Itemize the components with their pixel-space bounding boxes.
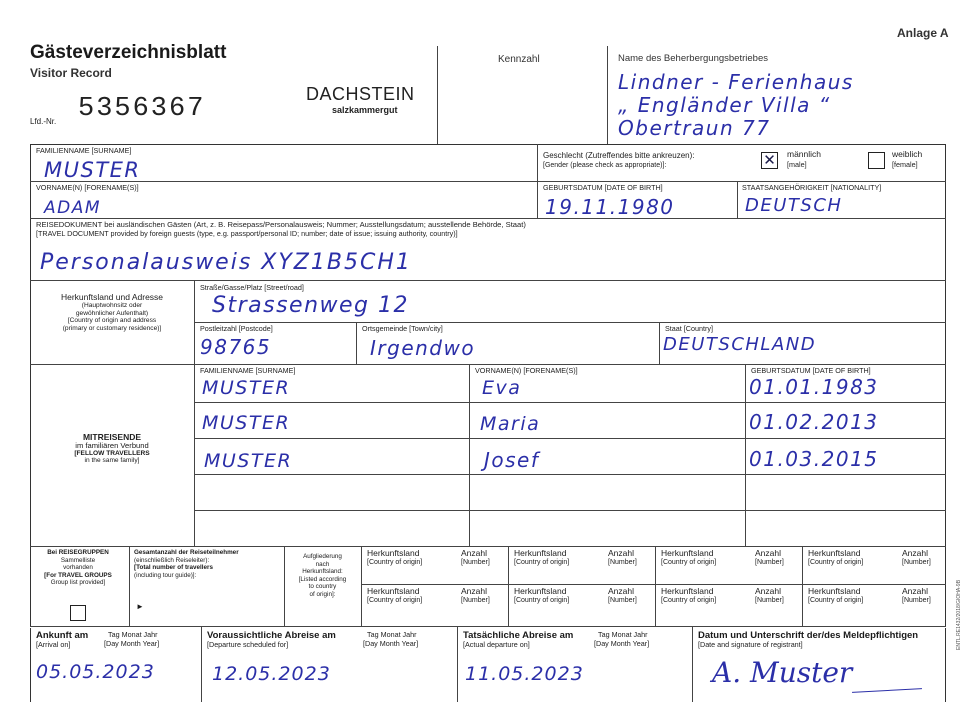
country-of-origin-cell[interactable] bbox=[808, 549, 863, 567]
country-label-en: [Country of origin] bbox=[367, 559, 423, 566]
divider bbox=[356, 322, 357, 364]
form-title: Gästeverzeichnisblatt bbox=[30, 42, 227, 63]
country-label-en: [Country of origin] bbox=[661, 597, 717, 604]
actual-dmy-en: [Day Month Year] bbox=[594, 639, 650, 648]
address-side-title: Herkunftsland und Adresse bbox=[60, 292, 164, 302]
actual-label-en: [Actual departure on] bbox=[463, 640, 530, 649]
form-subtitle: Visitor Record bbox=[30, 66, 112, 80]
doc-label: REISEDOKUMENT bei ausländischen Gästen (Art, z. B. Reisepass/Personalausweis; Nummer; Ausstellungsdatum; ausstellende Behörde, Staat) bbox=[36, 220, 526, 229]
divider bbox=[469, 364, 470, 547]
country-label: Herkunftsland bbox=[367, 586, 420, 596]
male-label-en: [male] bbox=[787, 160, 807, 169]
number-label: Anzahl bbox=[902, 548, 928, 558]
country-label: Herkunftsland bbox=[367, 548, 420, 558]
country-label-en: [Country of origin] bbox=[367, 597, 423, 604]
divider bbox=[194, 402, 946, 403]
divider bbox=[129, 546, 130, 627]
brand-logo: DACHSTEIN bbox=[306, 84, 415, 104]
country-label-en: [Country of origin] bbox=[514, 559, 570, 566]
number-label: Anzahl bbox=[461, 586, 487, 596]
groups-l1: Bei REISEGRUPPEN bbox=[47, 549, 109, 556]
address-side-l4: (primary or customary residence)] bbox=[62, 324, 162, 332]
group-list-checkbox[interactable] bbox=[70, 605, 86, 621]
divider bbox=[659, 322, 660, 364]
betrieb-line1: Lindner - Ferienhaus bbox=[618, 70, 854, 94]
breakdown-l1: Aufgliederung bbox=[303, 553, 342, 560]
town-label: Ortsgemeinde [Town/city] bbox=[362, 324, 443, 333]
arrival-dmy: Tag Monat Jahr bbox=[108, 630, 158, 639]
lfd-label: Lfd.-Nr. bbox=[30, 117, 57, 126]
divider bbox=[30, 626, 946, 627]
breakdown-l2: nach bbox=[315, 560, 330, 568]
divider bbox=[508, 546, 509, 584]
brand-sub: salzkammergut bbox=[332, 105, 398, 115]
fellow-forename[interactable]: Eva bbox=[482, 377, 522, 399]
divider bbox=[437, 46, 438, 144]
nationality-field[interactable]: DEUTSCH bbox=[745, 195, 843, 216]
country-label: Herkunftsland bbox=[808, 548, 861, 558]
groups-l3: vorhanden bbox=[63, 564, 93, 572]
country-of-origin-cell[interactable] bbox=[514, 549, 569, 567]
country-label: Herkunftsland bbox=[514, 548, 567, 558]
breakdown-l5: to country bbox=[308, 583, 337, 591]
divider bbox=[30, 181, 946, 182]
country-of-origin-cell[interactable] bbox=[661, 549, 716, 567]
arrival-dmy-en: [Day Month Year] bbox=[104, 639, 160, 648]
female-label: weiblich bbox=[892, 149, 923, 159]
postcode-label: Postleitzahl [Postcode] bbox=[200, 324, 273, 333]
country-label-en: [Country of origin] bbox=[808, 597, 864, 604]
country-label: Herkunftsland bbox=[808, 586, 861, 596]
groups-l2: Sammelliste bbox=[60, 556, 96, 564]
groups-l5: Group list provided] bbox=[50, 579, 106, 587]
total-l4: (including tour guide)]: bbox=[134, 571, 197, 579]
number-label: Anzahl bbox=[608, 548, 634, 558]
signature-field[interactable]: A. Muster bbox=[712, 656, 853, 689]
record-number: 5356367 bbox=[78, 94, 206, 124]
fellow-col-dob: GEBURTSDATUM [DATE OF BIRTH] bbox=[751, 366, 871, 375]
number-label-en: [Number] bbox=[608, 559, 637, 566]
gender-label: Geschlecht (Zutreffendes bitte ankreuzen): bbox=[543, 151, 695, 160]
sched-dmy-en: [Day Month Year] bbox=[363, 639, 419, 648]
fellow-side-title: MITREISENDE bbox=[82, 432, 142, 442]
sign-label: Datum und Unterschrift der/des Meldepflichtigen bbox=[698, 630, 919, 641]
divider bbox=[194, 322, 946, 323]
country-of-origin-cell[interactable] bbox=[367, 549, 422, 567]
number-label-en: [Number] bbox=[755, 597, 784, 604]
country-of-origin-cell[interactable] bbox=[661, 587, 716, 605]
address-side-l2: gewöhnlicher Aufenthalt) bbox=[75, 309, 149, 317]
divider bbox=[802, 584, 803, 626]
sched-dmy: Tag Monat Jahr bbox=[367, 630, 417, 639]
actual-field[interactable]: 11.05.2023 bbox=[465, 663, 584, 685]
nationality-label: STAATSANGEHÖRIGKEIT [NATIONALITY] bbox=[742, 183, 882, 192]
forename-label: VORNAME(N) [FORENAME(S)] bbox=[36, 183, 139, 192]
town-field[interactable]: Irgendwo bbox=[370, 336, 476, 360]
country-label-en: [Country of origin] bbox=[661, 559, 717, 566]
country-label-en: [Country of origin] bbox=[514, 597, 570, 604]
divider bbox=[737, 181, 738, 218]
number-cell[interactable] bbox=[902, 549, 931, 567]
gender-label-en: [Gender (please check as appropriate)]: bbox=[543, 162, 667, 169]
country-of-origin-cell[interactable] bbox=[808, 587, 863, 605]
fellow-side-label bbox=[30, 432, 194, 465]
number-label: Anzahl bbox=[461, 548, 487, 558]
country-of-origin-cell[interactable] bbox=[514, 587, 569, 605]
male-label: männlich bbox=[787, 149, 822, 159]
divider bbox=[194, 438, 946, 439]
number-cell[interactable] bbox=[461, 587, 490, 605]
country-label: Staat [Country] bbox=[665, 324, 713, 333]
actual-dmy: Tag Monat Jahr bbox=[598, 630, 648, 639]
breakdown-label bbox=[284, 553, 361, 599]
dob-field[interactable]: 19.11.1980 bbox=[545, 195, 675, 219]
number-cell[interactable] bbox=[608, 587, 637, 605]
forename-field[interactable]: ADAM bbox=[44, 198, 102, 218]
breakdown-l4: [Listed according bbox=[298, 575, 347, 583]
divider bbox=[692, 626, 693, 702]
divider bbox=[802, 546, 803, 584]
sched-field[interactable]: 12.05.2023 bbox=[212, 663, 331, 685]
divider bbox=[30, 546, 946, 547]
fellow-surname[interactable]: MUSTER bbox=[202, 377, 291, 399]
number-cell[interactable] bbox=[608, 549, 637, 567]
surname-label: FAMILIENNAME [SURNAME] bbox=[36, 146, 132, 155]
number-cell[interactable] bbox=[755, 587, 784, 605]
country-field[interactable]: DEUTSCHLAND bbox=[663, 334, 817, 355]
fellow-surname[interactable]: MUSTER bbox=[202, 412, 291, 434]
number-label: Anzahl bbox=[608, 586, 634, 596]
fellow-dob[interactable]: 01.01.1983 bbox=[749, 375, 879, 399]
surname-field[interactable]: MUSTER bbox=[44, 158, 141, 182]
fellow-dob[interactable]: 01.02.2013 bbox=[749, 410, 879, 434]
number-label-en: [Number] bbox=[902, 597, 931, 604]
divider bbox=[30, 218, 946, 219]
divider bbox=[655, 546, 656, 584]
groups-label bbox=[30, 549, 126, 587]
number-cell[interactable] bbox=[902, 587, 931, 605]
number-cell[interactable] bbox=[461, 549, 490, 567]
country-label: Herkunftsland bbox=[514, 586, 567, 596]
total-l2: (einschließlich Reiseleiter): bbox=[134, 556, 210, 564]
number-label: Anzahl bbox=[755, 586, 781, 596]
divider bbox=[361, 546, 362, 627]
divider bbox=[607, 46, 608, 144]
divider bbox=[194, 510, 946, 511]
annex-label: Anlage A bbox=[897, 26, 949, 40]
number-label-en: [Number] bbox=[902, 559, 931, 566]
betrieb-line2: „ Engländer Villa “ bbox=[618, 93, 831, 117]
divider bbox=[30, 280, 946, 281]
divider bbox=[30, 364, 946, 365]
number-label-en: [Number] bbox=[608, 597, 637, 604]
fellow-dob[interactable]: 01.03.2015 bbox=[749, 447, 879, 471]
address-side-label bbox=[30, 292, 194, 332]
fellow-col-surname: FAMILIENNAME [SURNAME] bbox=[200, 366, 296, 375]
street-field[interactable]: Strassenweg 12 bbox=[212, 293, 409, 318]
fellow-side-l1: im familiären Verbund bbox=[75, 441, 149, 450]
fellow-surname[interactable]: MUSTER bbox=[204, 450, 293, 472]
divider bbox=[201, 626, 202, 702]
number-label-en: [Number] bbox=[755, 559, 784, 566]
actual-label: Tatsächliche Abreise am bbox=[463, 630, 574, 641]
sign-label-en: [Date and signature of registrant] bbox=[698, 640, 803, 649]
fellow-side-l2: [FELLOW TRAVELLERS bbox=[74, 449, 150, 457]
number-label: Anzahl bbox=[755, 548, 781, 558]
country-label: Herkunftsland bbox=[661, 586, 714, 596]
divider bbox=[361, 584, 946, 585]
number-label-en: [Number] bbox=[461, 597, 490, 604]
sched-label: Voraussichtliche Abreise am bbox=[207, 630, 336, 641]
kennzahl-label: Kennzahl bbox=[498, 54, 540, 65]
number-cell[interactable] bbox=[755, 549, 784, 567]
side-code: ENTL.RE1432/2018/GIOHA-9B bbox=[956, 579, 962, 650]
country-of-origin-cell[interactable] bbox=[367, 587, 422, 605]
arrow-icon: ► bbox=[136, 602, 144, 611]
female-label-en: [female] bbox=[892, 160, 918, 169]
arrival-field[interactable]: 05.05.2023 bbox=[36, 661, 155, 683]
dob-label: GEBURTSDATUM [DATE OF BIRTH] bbox=[543, 183, 663, 192]
number-label: Anzahl bbox=[902, 586, 928, 596]
breakdown-l3: Herkunftsland: bbox=[302, 568, 343, 576]
betrieb-label: Name des Beherbergungsbetriebes bbox=[618, 53, 768, 64]
divider bbox=[745, 364, 746, 547]
number-label-en: [Number] bbox=[461, 559, 490, 566]
total-l3: [Total number of travellers bbox=[134, 564, 213, 572]
address-side-l1: (Hauptwohnsitz oder bbox=[81, 302, 143, 309]
sched-label-en: [Departure scheduled for] bbox=[207, 640, 289, 649]
fellow-side-l3: in the same family] bbox=[84, 457, 140, 465]
female-checkbox[interactable] bbox=[868, 152, 885, 169]
total-travellers-label bbox=[134, 549, 239, 579]
fellow-forename[interactable]: Maria bbox=[480, 413, 541, 435]
betrieb-line3: Obertraun 77 bbox=[618, 116, 771, 140]
fellow-col-forename: VORNAME(N) [FORENAME(S)] bbox=[475, 366, 578, 375]
country-label: Herkunftsland bbox=[661, 548, 714, 558]
breakdown-l6: of origin]: bbox=[309, 590, 336, 598]
address-side-l3: [Country of origin and address bbox=[67, 317, 157, 325]
groups-l4: [For TRAVEL GROUPS bbox=[44, 571, 112, 579]
divider bbox=[194, 280, 195, 547]
divider bbox=[194, 474, 946, 475]
male-checkbox[interactable]: ✕ bbox=[761, 152, 778, 169]
arrival-label: Ankunft am bbox=[36, 630, 89, 641]
total-l1: Gesamtanzahl der Reiseteilnehmer bbox=[134, 549, 239, 556]
doc-field[interactable]: Personalausweis XYZ1B5CH1 bbox=[40, 250, 412, 275]
divider bbox=[655, 584, 656, 626]
fellow-forename[interactable]: Josef bbox=[484, 448, 540, 472]
divider bbox=[457, 626, 458, 702]
divider bbox=[508, 584, 509, 626]
country-label-en: [Country of origin] bbox=[808, 559, 864, 566]
postcode-field[interactable]: 98765 bbox=[200, 335, 272, 359]
arrival-label-en: [Arrival on] bbox=[36, 640, 71, 649]
street-label: Straße/Gasse/Platz [Street/road] bbox=[200, 283, 304, 292]
doc-label-en: [TRAVEL DOCUMENT provided by foreign guests (type, e.g. passport/personal ID; number; date of issue; issuing authority, country)] bbox=[36, 229, 458, 238]
